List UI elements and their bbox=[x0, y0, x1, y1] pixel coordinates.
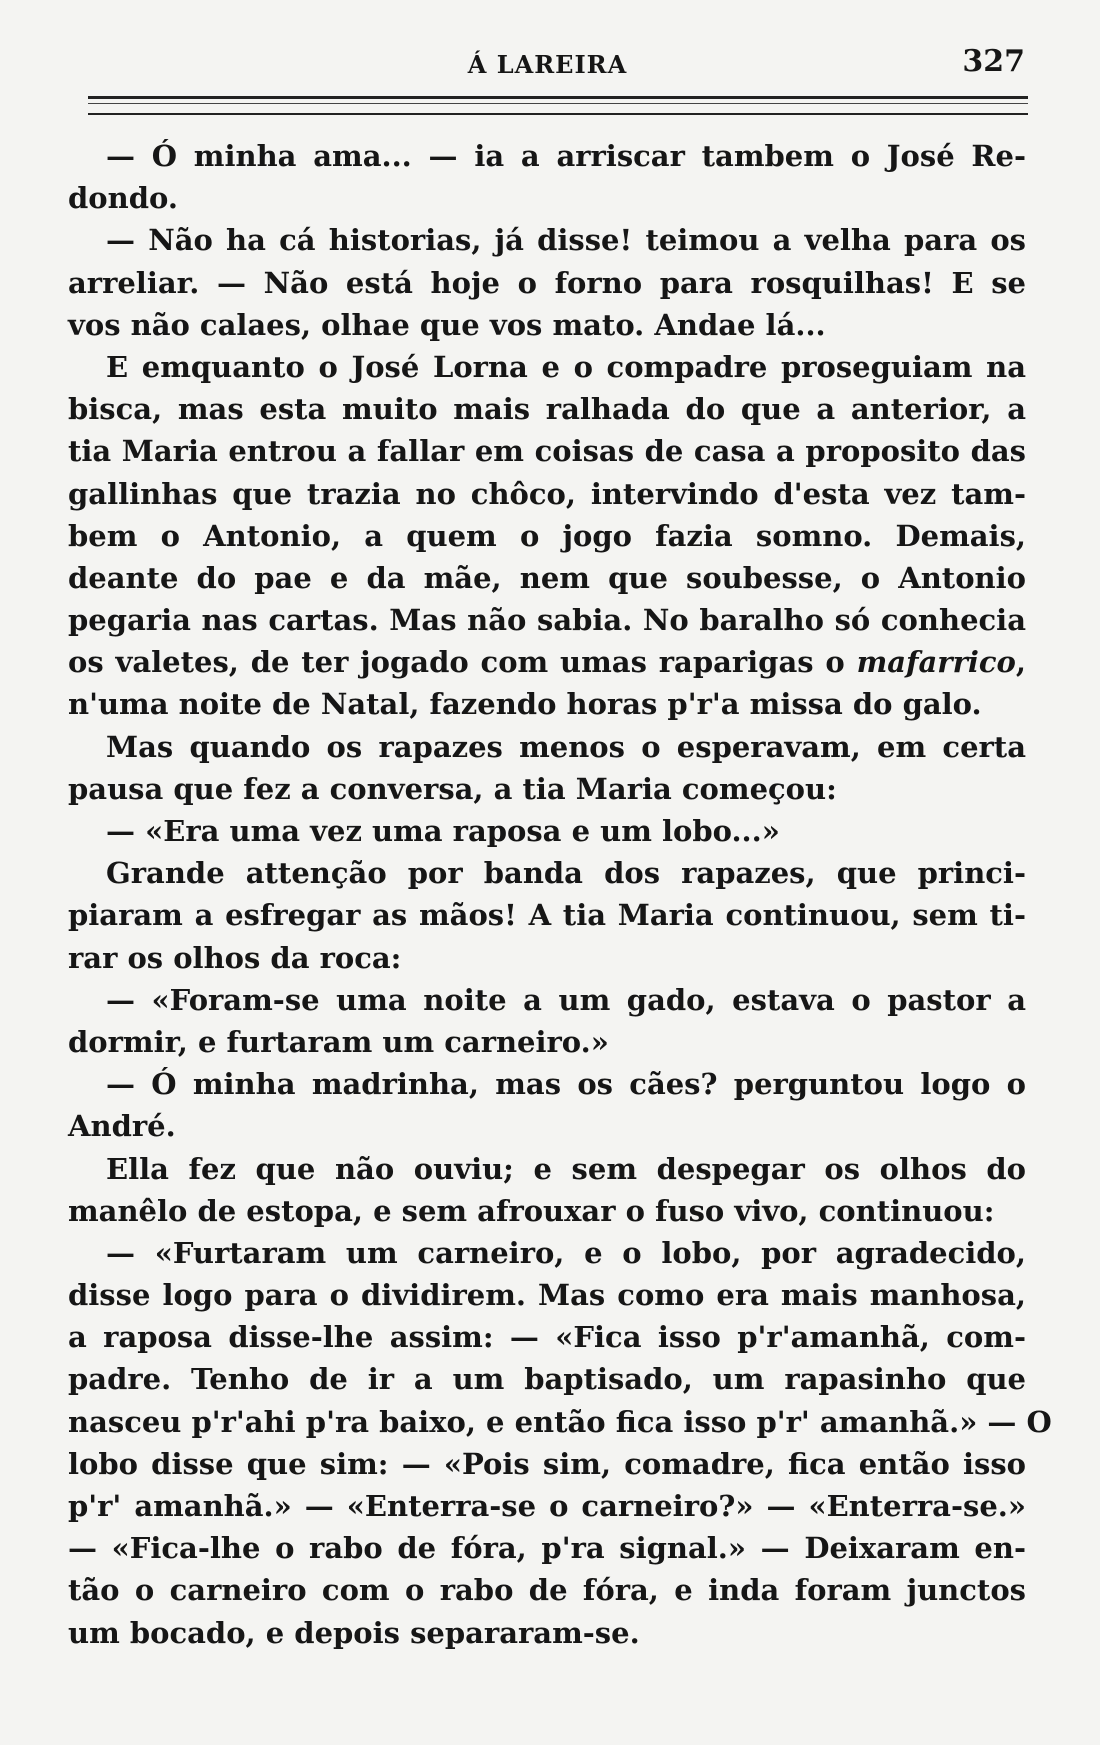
text-line: nasceu p'r'ahi p'ra baixo, e então fica isso p'r' amanhã.» — O bbox=[68, 1404, 1052, 1439]
text-line: — Ó minha madrinha, mas os cães? perguntou logo o bbox=[106, 1067, 1026, 1102]
italic-word: mafarrico bbox=[856, 645, 1016, 680]
paragraph bbox=[68, 1148, 1026, 1232]
text-line: deante do pae e da mãe, nem que soubesse, o Antonio bbox=[68, 560, 1026, 595]
text-line: — Ó minha ama... — ia a arriscar tambem o José Re- bbox=[106, 139, 1026, 173]
page-body-text bbox=[68, 135, 1052, 1654]
text-line: tão o carneiro com o rabo de fóra, e inda foram junctos bbox=[68, 1573, 1026, 1608]
text-line: piaram a esfregar as mãos! A tia Maria continuou, sem ti- bbox=[68, 898, 1026, 933]
text-line: — «Fica-lhe o rabo de fóra, p'ra signal.» — Deixaram en- bbox=[68, 1531, 1026, 1566]
text-line: — «Era uma vez uma raposa e um lobo...» bbox=[106, 814, 780, 848]
text-line: disse logo para o dividirem. Mas como era mais manhosa, bbox=[68, 1278, 1026, 1313]
text-line: a raposa disse-lhe assim: — «Fica isso p'r'amanhã, com- bbox=[68, 1320, 1026, 1355]
text-line: arreliar. — Não está hoje o forno para rosquilhas! E se bbox=[68, 265, 1026, 300]
text-line: pausa que fez a conversa, a tia Maria começou: bbox=[68, 771, 837, 806]
text-line: Grande attenção por banda dos rapazes, que princi- bbox=[106, 856, 1026, 891]
paragraph bbox=[68, 1232, 1052, 1654]
text-line: E emquanto o José Lorna e o compadre proseguiam na bbox=[106, 349, 1026, 384]
paragraph bbox=[68, 979, 1026, 1063]
page-number: 327 bbox=[962, 44, 1025, 79]
paragraph bbox=[68, 726, 1026, 810]
header-double-rule bbox=[88, 96, 1028, 115]
text-line: lobo disse que sim: — «Pois sim, comadre, fica então isso bbox=[68, 1446, 1026, 1481]
text-line: vos não calaes, olhae que vos mato. Andae lá... bbox=[68, 307, 826, 342]
paragraph bbox=[68, 1063, 1026, 1147]
text-line: padre. Tenho de ir a um baptisado, um rapasinho que bbox=[68, 1362, 1026, 1397]
running-title: Á LAREIRA bbox=[467, 50, 628, 79]
text-line: — Não ha cá historias, já disse! teimou a velha para os bbox=[106, 223, 1026, 258]
text-line: Ella fez que não ouviu; e sem despegar os olhos do bbox=[106, 1151, 1026, 1186]
text-line: bem o Antonio, a quem o jogo fazia somno. Demais, bbox=[68, 518, 1026, 553]
text-line: — «Foram-se uma noite a um gado, estava o pastor a bbox=[106, 982, 1026, 1017]
text-line: manêlo de estopa, e sem afrouxar o fuso vivo, continuou: bbox=[68, 1193, 995, 1228]
text-line: Mas quando os rapazes menos o esperavam, em certa bbox=[106, 729, 1026, 764]
paragraph bbox=[68, 810, 1026, 852]
text-line: bisca, mas esta muito mais ralhada do que a anterior, a bbox=[68, 392, 1026, 427]
paragraph bbox=[68, 135, 1026, 219]
text-line: rar os olhos da roca: bbox=[68, 940, 402, 975]
paragraph bbox=[68, 346, 1026, 726]
paragraph bbox=[68, 852, 1026, 979]
text-line: dormir, e furtaram um carneiro.» bbox=[68, 1024, 609, 1059]
paragraph bbox=[68, 219, 1026, 346]
text-line: um bocado, e depois separaram-se. bbox=[68, 1615, 640, 1650]
text-line: pegaria nas cartas. Mas não sabia. No baralho só conhecia bbox=[68, 603, 1026, 638]
text-line: tia Maria entrou a fallar em coisas de casa a proposito das bbox=[68, 434, 1026, 469]
text-line: dondo. bbox=[68, 181, 178, 216]
text-line: os valetes, de ter jogado com umas raparigas o mafarrico, bbox=[68, 645, 1026, 680]
running-header bbox=[70, 44, 1025, 84]
text-line: n'uma noite de Natal, fazendo horas p'r'a missa do galo. bbox=[68, 687, 982, 722]
text-line: — «Furtaram um carneiro, e o lobo, por agradecido, bbox=[106, 1235, 1026, 1270]
text-line: p'r' amanhã.» — «Enterra-se o carneiro?» — «Enterra-se.» bbox=[68, 1489, 1026, 1523]
text-line: André. bbox=[68, 1109, 176, 1144]
text-line: gallinhas que trazia no chôco, intervindo d'esta vez tam- bbox=[68, 476, 1026, 511]
